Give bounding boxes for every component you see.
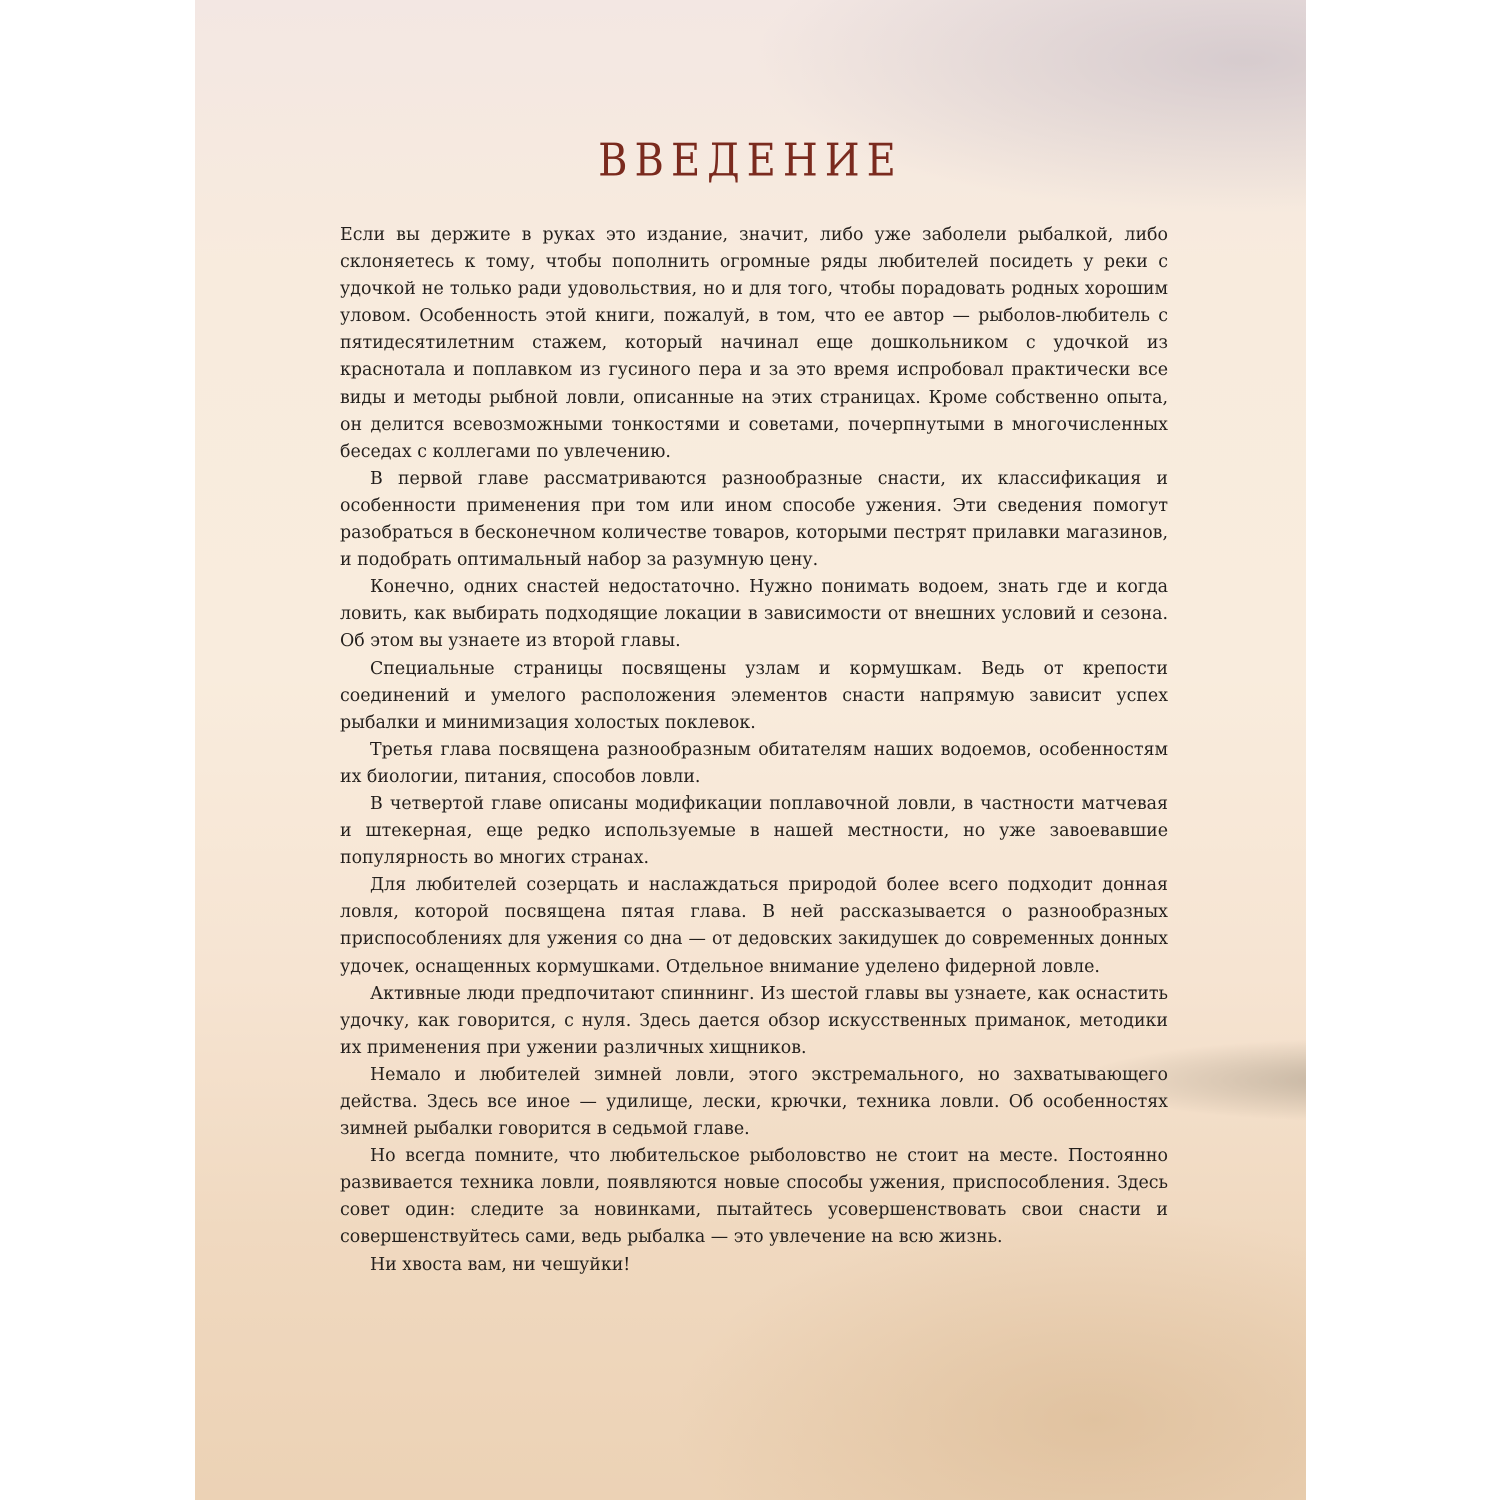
paragraph-11: Ни хвоста вам, ни чешуйки! [370,1254,631,1275]
book-page [195,0,1306,1500]
paragraph-9: Немало и любителей зимней ловли, этого экстремального, но захватывающего действа. Здесь все иное — удилище, лески, крючки, техника ловли. Об особенностях зимней рыбалки говорится в седьмой главе. [340,1064,1168,1140]
paragraph-10: Но всегда помните, что любительское рыболовство не стоит на месте. Постоянно развивается техника ловли, появляются новые способы ужения, приспособления. Здесь совет один: следите за новинками, пытайтесь усовершенствовать свои снасти и совершенствуйтесь сами, ведь рыбалка — это увлечение на всю жизнь. [340,1146,1168,1248]
paragraph-2: В первой главе рассматриваются разнообразные снасти, их классификация и особенности применения при том или ином способе ужения. Эти сведения помогут разобраться в бесконечном количестве товаров, которыми пестрят прилавки магазинов, и подобрать оптимальный набор за разумную цену. [340,468,1168,571]
paragraph-1: Если вы держите в руках это издание, значит, либо уже заболели рыбалкой, либо склоняетесь к тому, чтобы пополнить огромные ряды любителей посидеть у реки с удочкой не только ради удовольствия, но и для того, чтобы порадовать родных хорошим уловом. Особенность этой книги, пожалуй, в том, что ее автор — рыболов-любитель с пятидесятилетним стажем, который начинал еще дошкольником с удочкой из краснотала и поплавком из гусиного пера и за это время испробовал практически все виды и методы рыбной ловли, описанные на этих страницах. Кроме собственно опыта, он делится всевозможными тонкостями и советами, почерпнутыми в многочисленных беседах с коллегами по увлечению. [340,225,1168,462]
paragraph-3: Конечно, одних снастей недостаточно. Нужно понимать водоем, знать где и когда ловить, как выбирать подходящие локации в зависимости от внешних условий и сезона. Об этом вы узнаете из второй главы. [340,577,1168,652]
page-title: ВВЕДЕНИЕ [598,135,903,187]
body-text [340,222,1168,1279]
paragraph-6: В четвертой главе описаны модификации поплавочной ловли, в частности матчевая и штекерная, еще редко используемые в нашей местности, но уже завоевавшие популярность во многих странах. [340,793,1168,869]
paragraph-8: Активные люди предпочитают спиннинг. Из шестой главы вы узнаете, как оснастить удочку, как говорится, с нуля. Здесь дается обзор искусственных приманок, методики их применения при ужении различных хищников. [340,983,1168,1058]
paragraph-5: Третья глава посвящена разнообразным обитателям наших водоемов, особенностям их биологии, питания, способов ловли. [340,739,1168,787]
paragraph-4: Специальные страницы посвящены узлам и кормушкам. Ведь от крепости соединений и умелого расположения элементов снасти напрямую зависит успех рыбалки и минимизация холостых поклевок. [340,658,1168,733]
paragraph-7: Для любителей созерцать и наслаждаться природой более всего подходит донная ловля, которой посвящена пятая глава. В ней рассказывается о разнообразных приспособлениях для ужения со дна — от дедовских закидушек до современных донных удочек, оснащенных кормушками. Отдельное внимание уделено фидерной ловле. [340,875,1168,977]
